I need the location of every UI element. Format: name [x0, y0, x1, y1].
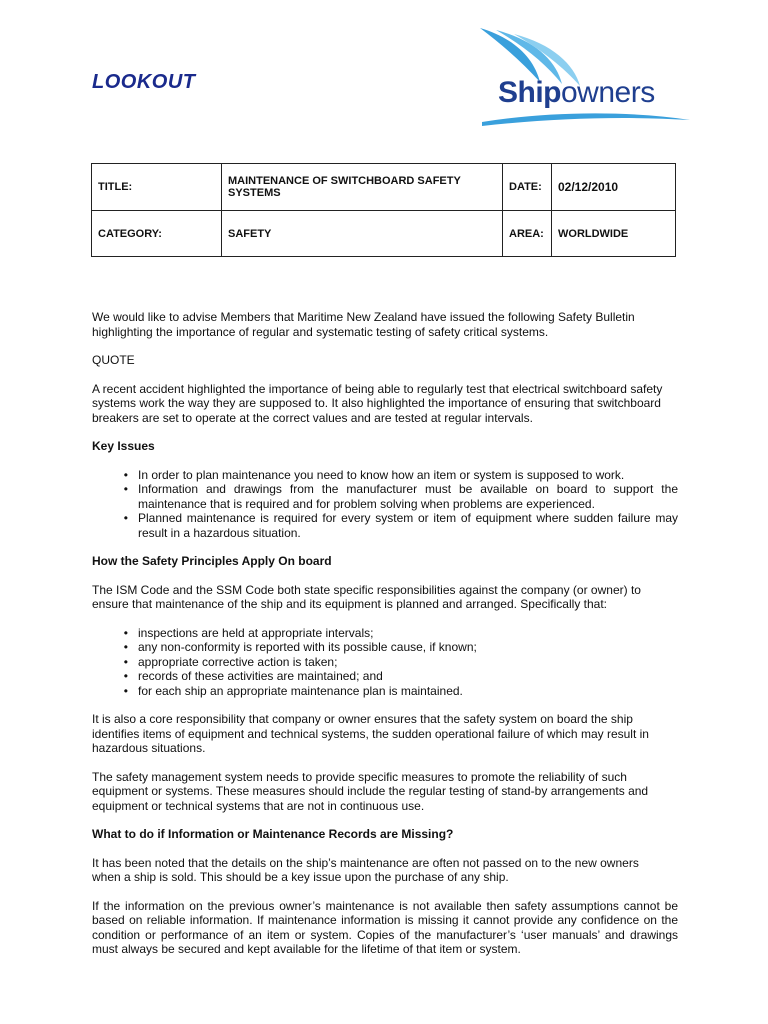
title-value: MAINTENANCE OF SWITCHBOARD SAFETY SYSTEMS [222, 164, 503, 211]
list-item: • Information and drawings from the manufacturer must be available on board to support the maintenance that is required and for problem solving when problems are experienced. [138, 482, 678, 511]
sold-paragraph-line2: when a ship is sold. This should be a key issue upon the purchase of any ship. [92, 870, 509, 884]
bulletin-info-table [91, 163, 676, 257]
logo-wordmark: Shipowners [498, 76, 655, 109]
principles-heading: How the Safety Principles Apply On board [92, 554, 332, 568]
area-label: AREA: [503, 211, 552, 257]
date-label: DATE: [503, 164, 552, 211]
category-label: CATEGORY: [92, 211, 222, 257]
shipowners-logo [474, 24, 698, 132]
responsibility-paragraph: It is also a core responsibility that company or owner ensures that the safety system on board the ship identifies items of equipment and technical systems, the sudden operational failure of which may result in hazardous situations. [92, 712, 649, 755]
key-issues-list [92, 468, 678, 541]
quote-marker: QUOTE [92, 353, 135, 367]
sold-paragraph-line1: It has been noted that the details on the ship’s maintenance are often not passed on to the new owners [92, 855, 639, 870]
accident-paragraph: A recent accident highlighted the importance of being able to regularly test that electrical switchboard safety systems work the way they are supposed to. It also highlighted the importance of ensuring that switchboard breakers are set to operate at the correct values and are tested at regular intervals. [92, 381, 663, 425]
area-value: WORLDWIDE [552, 211, 676, 257]
specifics-list [92, 626, 678, 699]
list-item: • Planned maintenance is required for every system or item of equipment where sudden failure may result in a hazardous situation. [138, 511, 678, 540]
category-value: SAFETY [222, 211, 503, 257]
list-item: • appropriate corrective action is taken; [138, 655, 678, 670]
key-issues-heading: Key Issues [92, 439, 155, 453]
sms-paragraph: The safety management system needs to provide specific measures to promote the reliability of such equipment or systems. These measures should include the regular testing of stand-by arrangements and equipment or technical systems that are not in continuous use. [92, 769, 649, 813]
list-item: • any non-conformity is reported with its possible cause, if known; [138, 640, 678, 655]
date-value: 02/12/2010 [552, 164, 676, 211]
list-item: • records of these activities are maintained; and [138, 669, 678, 684]
bulletin-body [92, 310, 678, 971]
ism-paragraph: The ISM Code and the SSM Code both state specific responsibilities against the company (or owner) to ensure that maintenance of the ship and its equipment is planned and arranged. Specifically that: [92, 582, 641, 611]
page-title: LOOKOUT [92, 71, 196, 93]
list-item: • inspections are held at appropriate intervals; [138, 626, 678, 641]
intro-paragraph: We would like to advise Members that Maritime New Zealand have issued the following Safety Bulletin highlighting the importance of regular and systematic testing of safety critical systems. [92, 310, 635, 339]
previous-owner-paragraph: If the information on the previous owner’s maintenance is not available then safety assumptions cannot be based on reliable information. If maintenance information is missing it cannot provide any confidence on the condition or performance of an item or system. Copies of the manufacturer’s ‘user manuals’ and drawings must always be secured and kept available for the lifetime of that item or system. [92, 898, 678, 956]
missing-records-heading: What to do if Information or Maintenance Records are Missing? [92, 827, 454, 841]
list-item: • In order to plan maintenance you need to know how an item or system is supposed to work. [138, 468, 678, 483]
title-label: TITLE: [92, 164, 222, 211]
list-item: • for each ship an appropriate maintenance plan is maintained. [138, 684, 678, 699]
